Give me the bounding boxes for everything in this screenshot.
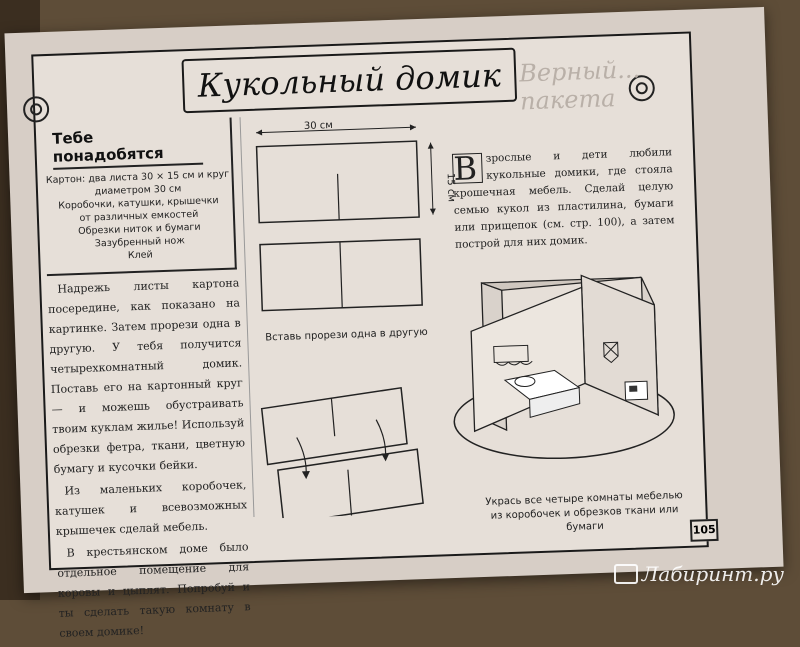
drop-cap: В — [452, 153, 483, 184]
instructions-text — [47, 273, 252, 645]
materials-item: от различных емкостей — [79, 208, 199, 224]
intro-text — [452, 144, 675, 254]
materials-item: Обрезки ниток и бумаги — [77, 221, 201, 237]
instruction-paragraph: В крестьянском доме было отдельное помещение для коровы и цыплят. Попробуй и ты сделать такую комнату в своем домике! — [57, 540, 251, 640]
house-caption: Укрась все четыре комнаты мебелью из коробочек и обрезков ткани или бумаги — [485, 490, 683, 534]
height-label: 15 см — [444, 172, 457, 203]
materials-box — [42, 118, 237, 277]
watermark — [614, 562, 784, 586]
instruction-paragraph: Надрежь листы картона посередине, как показано на картинке. Затем прорези одна в другую. У тебя получится четырехкомнатный домик. Поставь его на картонный круг — и можешь обустраивать твоим куклам жилье! Используй обрезки фетра, ткани, цветную бумагу и кусочки бейки. — [47, 276, 246, 476]
materials-heading: Тебе понадобятся — [52, 125, 203, 170]
width-label: 30 см — [303, 120, 334, 133]
ghost-title: Верный... пакета — [518, 55, 641, 116]
cardboard-diagram — [246, 112, 460, 519]
rosette-icon — [23, 96, 50, 123]
page-number: 105 — [690, 519, 719, 542]
materials-item: Зазубренный нож — [94, 235, 186, 250]
materials-item: Клей — [127, 249, 153, 262]
diagram-caption: Вставь прорези одна в другую — [265, 326, 428, 344]
materials-item: Картон: два листа 30 × 15 см и круг — [45, 168, 230, 187]
page-title: Кукольный домик — [181, 48, 517, 114]
intro-paragraph: зрослые и дети любили кукольные домики, где стояла крошечная мебель. Сделай целую семью кукол из пластилина, бумаги или прищепок (см. стр. 100), а затем построй для них домик. — [453, 146, 675, 251]
watermark-text: Лабиринт.ру — [641, 562, 784, 586]
labirint-logo-icon — [614, 564, 638, 584]
materials-item: Коробочки, катушки, крышечки — [58, 195, 219, 212]
book-page — [4, 7, 783, 640]
dollhouse-illustration — [441, 264, 689, 492]
instruction-paragraph: Из маленьких коробочек, катушек и всевозможных крышечек сделай мебель. — [54, 478, 248, 538]
materials-item: диаметром 30 см — [94, 183, 182, 198]
